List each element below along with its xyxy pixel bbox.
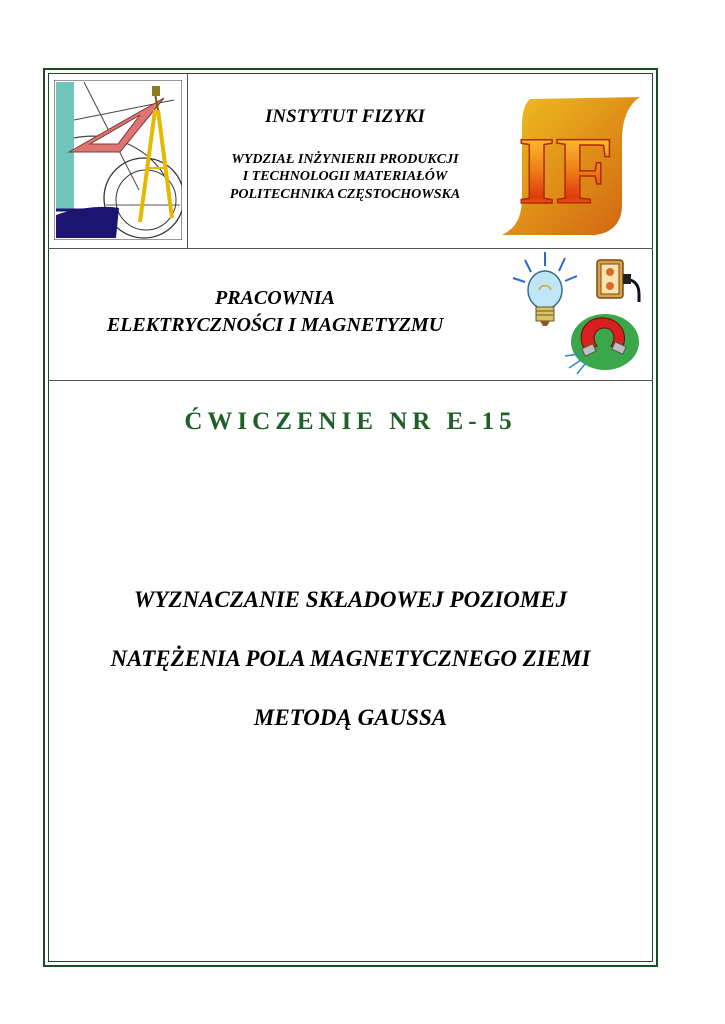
if-logo-text: IF: [518, 117, 614, 224]
power-socket-icon: [597, 260, 639, 302]
exercise-title-line: NATĘŻENIA POLA MAGNETYCZNEGO ZIEMI: [110, 646, 591, 671]
lightbulb-icon: [513, 252, 577, 326]
electricity-clipart: [505, 250, 650, 378]
lab-name-line: ELEKTRYCZNOŚCI I MAGNETYZMU: [106, 314, 444, 336]
faculty-line: I TECHNOLOGII MATERIAŁÓW: [242, 169, 448, 184]
header-divider: [48, 248, 653, 249]
lab-name-line: PRACOWNIA: [214, 287, 336, 309]
institute-name: INSTYTUT FIZYKI: [265, 106, 425, 127]
header-vertical-divider: [187, 73, 188, 248]
exercise-title-line: METODĄ GAUSSA: [253, 705, 448, 730]
exercise-number: ĆWICZENIE NR E-15: [184, 408, 517, 435]
drafting-tools-logo: [54, 80, 182, 240]
exercise-title-line: WYZNACZANIE SKŁADOWEJ POZIOMEJ: [133, 587, 568, 612]
faculty-line: WYDZIAŁ INŻYNIERII PRODUKCJI: [231, 152, 459, 167]
if-institute-logo: [500, 95, 642, 237]
lab-divider: [48, 380, 653, 381]
magnet-icon: [565, 314, 639, 374]
university-name: POLITECHNIKA CZĘSTOCHOWSKA: [229, 187, 461, 202]
